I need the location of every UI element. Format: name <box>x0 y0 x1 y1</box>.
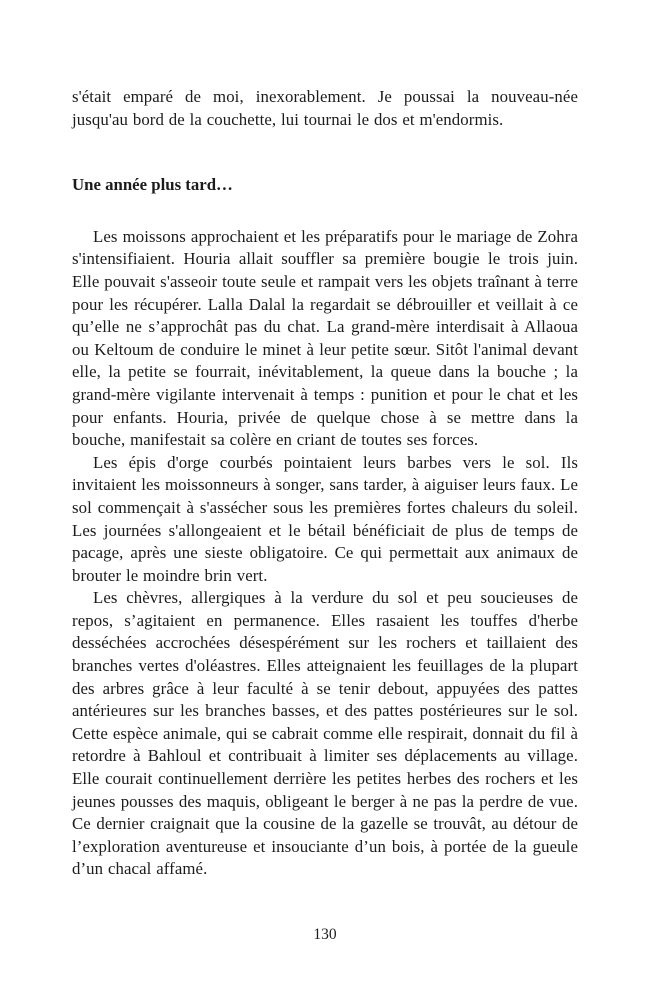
section-heading: Une année plus tard… <box>72 175 233 195</box>
body-paragraph-1: Les moissons approchaient et les préparatifs pour le mariage de Zohra s'intensifiaient. Houria allait souffler sa première bougie le trois juin. Elle pouvait s'asseoir toute seule et rampait vers les objets traînant à terre pour les récupérer. Lalla Dalal la regardait se débrouiller et veillait à ce qu’elle ne s’approchât pas du chat. La grand-mère interdisait à Allaoua ou Keltoum de conduire le minet à leur petite sœur. Sitôt l'animal devant elle, la petite se fourrait, inévitablement, la queue dans la bouche ; la grand-mère vigilante intervenait à temps : punition et pour le chat et les pour enfants. Houria, privée de quelque chose à se mettre dans la bouche, manifestait sa colère en criant de toutes ses forces. <box>72 226 578 450</box>
text-block <box>72 0 578 881</box>
opening-paragraph: s'était emparé de moi, inexorablement. Je poussai la nouveau-née jusqu'au bord de la couchette, lui tournai le dos et m'endormis. <box>72 87 578 129</box>
body-paragraph-3: Les chèvres, allergiques à la verdure du sol et peu soucieuses de repos, s’agitaient en permanence. Elles rasaient les touffes d'herbe desséchées accrochées désespérément sur les rochers et taillaient des branches vertes d'oléastres. Elles atteignaient les feuillages de la plupart des arbres grâce à leur faculté à se tenir debout, appuyées des pattes antérieures sur les branches basses, et des pattes postérieures sur le sol. Cette espèce animale, qui se cabrait comme elle respirait, donnait du fil à retordre à Bahloul et contribuait à limiter ses déplacements au village. Elle courait continuellement derrière les petites herbes des rochers et les jeunes pousses des maquis, obligeant le berger à ne pas la perdre de vue. Ce dernier craignait que la cousine de la gazelle se trouvât, au détour de l’exploration aventureuse et insouciante d’un bois, à portée de la gueule d’un chacal affamé. <box>72 588 578 879</box>
page-number: 130 <box>313 926 337 943</box>
body-paragraph-2: Les épis d'orge courbés pointaient leurs barbes vers le sol. Ils invitaient les moissonneurs à songer, sans tarder, à aiguiser leurs faux. Le sol commençait à s'assécher sous les premières fortes chaleurs du soleil. Les journées s'allongeaient et le bétail bénéficiait de plus de temps de pacage, après une sieste obligatoire. Ce qui permettait aux animaux de brouter le moindre brin vert. <box>72 452 578 585</box>
